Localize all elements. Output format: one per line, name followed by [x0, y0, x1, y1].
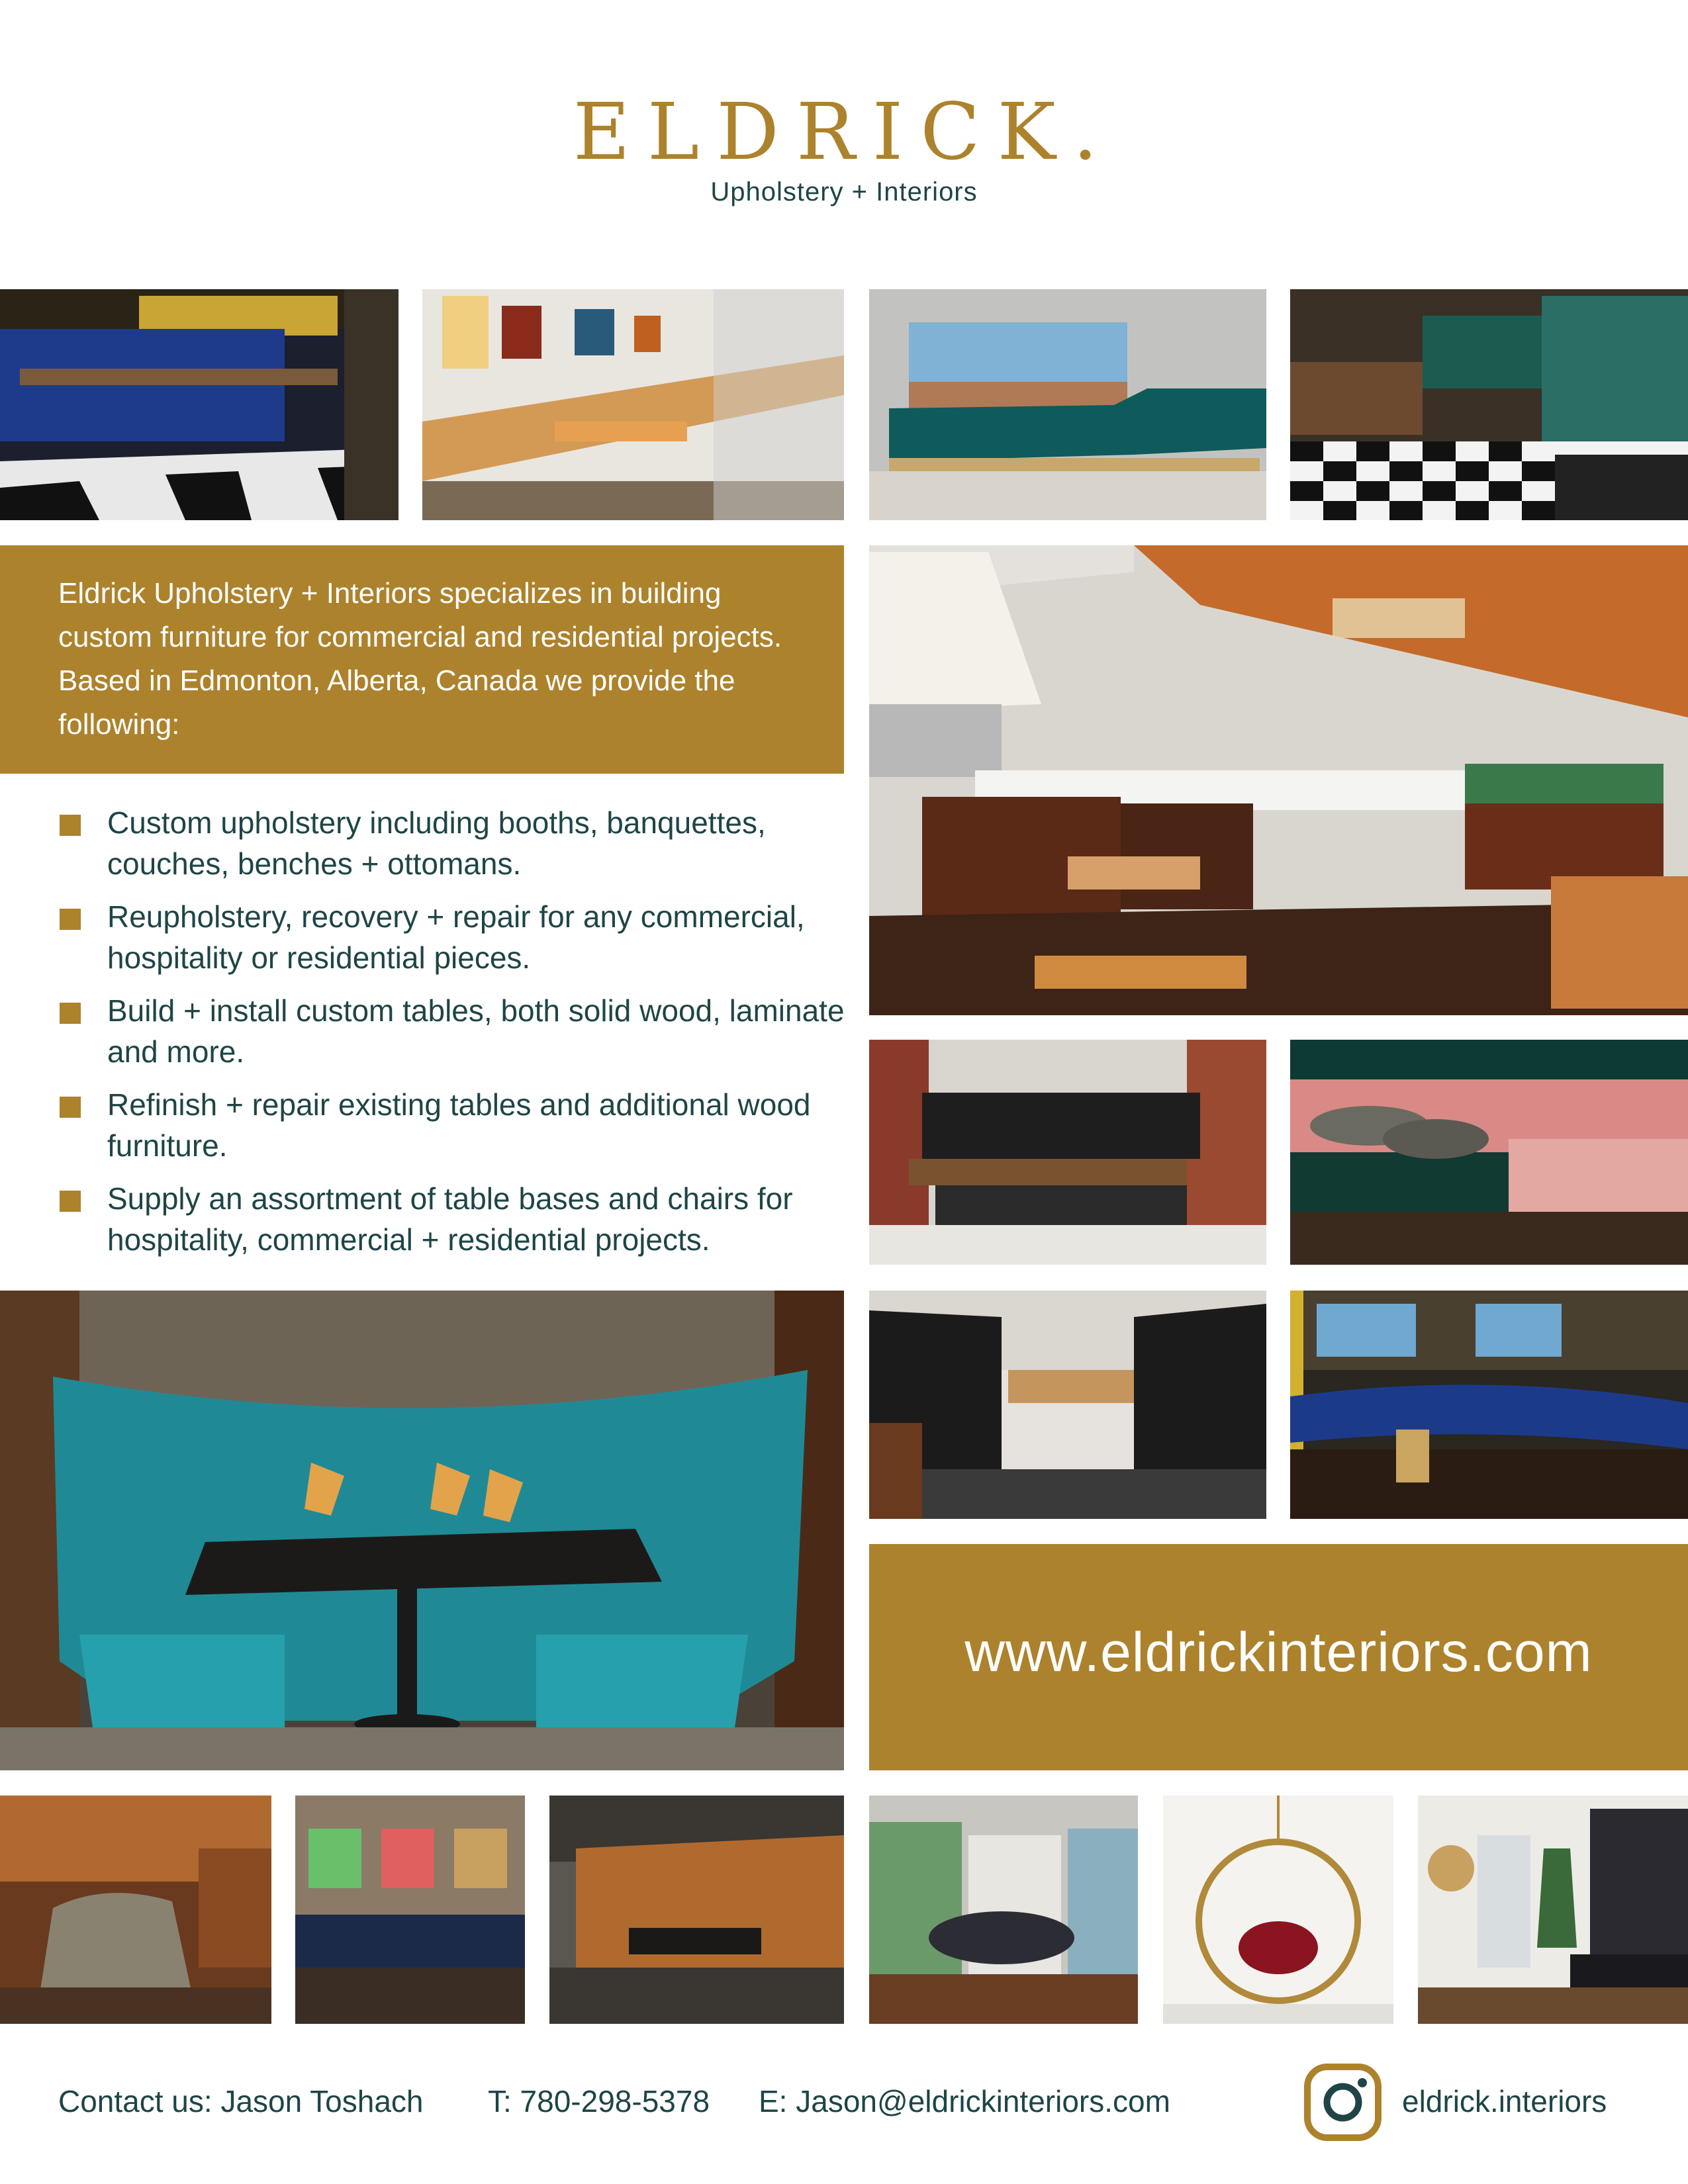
photo-round-booth-window: [869, 1796, 1138, 2024]
instagram-icon[interactable]: [1304, 2064, 1382, 2141]
photo-restaurant-dining-room: [869, 545, 1688, 1015]
photo-leather-booths: [549, 1796, 844, 2024]
photo-green-banquette-checkerboard: [1290, 289, 1688, 520]
service-item: Custom upholstery including booths, banquettes, couches, benches + ottomans.: [58, 802, 846, 884]
bullet-square-icon: [60, 1191, 81, 1212]
photo-black-tufted-bench: [869, 1040, 1266, 1265]
intro-text: Eldrick Upholstery + Interiors specializes in building custom furniture for commercial and residential projects. Based in Edmonton, Alberta, Canada we provide the following:: [58, 577, 782, 741]
photo-teal-tufted-booth: [0, 1291, 844, 1770]
contact-email[interactable]: E: Jason@eldrickinteriors.com: [759, 2084, 1170, 2118]
photo-blue-velvet-banquette: [1290, 1291, 1688, 1519]
bullet-square-icon: [60, 815, 81, 836]
service-item: Refinish + repair existing tables and additional wood furniture.: [58, 1084, 846, 1166]
bullet-square-icon: [60, 1097, 81, 1118]
photo-lounge-sofa: [0, 1796, 271, 2024]
brand-wordmark: ELDRICK.: [573, 86, 1115, 177]
bullet-square-icon: [60, 1003, 81, 1024]
bullet-square-icon: [60, 909, 81, 930]
photo-tufted-headboard-room: [1418, 1796, 1688, 2024]
brand-tagline: Upholstery + Interiors: [710, 177, 978, 206]
service-item: Reupholstery, recovery + repair for any commercial, hospitality or residential pieces.: [58, 896, 846, 978]
instagram-handle[interactable]: eldrick.interiors: [1402, 2084, 1607, 2118]
service-item: Supply an assortment of table bases and chairs for hospitality, commercial + residential projects.: [58, 1178, 846, 1260]
website-link[interactable]: www.eldrickinteriors.com: [964, 1621, 1593, 1683]
contact-name: Contact us: Jason Toshach: [58, 2084, 424, 2118]
photo-blue-tufted-booth: [0, 289, 399, 520]
photo-wood-banquette-gallery: [422, 289, 844, 520]
photo-pink-channel-banquette: [1290, 1040, 1688, 1265]
services-list: [58, 802, 846, 1272]
photo-teal-corner-banquette: [869, 289, 1266, 520]
photo-black-tufted-booths: [869, 1291, 1266, 1519]
contact-phone: T: 780-298-5378: [488, 2084, 710, 2118]
photo-art-wall-dining: [295, 1796, 525, 2024]
photo-hanging-ring-chair: [1163, 1796, 1393, 2024]
service-item: Build + install custom tables, both solid wood, laminate and more.: [58, 990, 846, 1072]
